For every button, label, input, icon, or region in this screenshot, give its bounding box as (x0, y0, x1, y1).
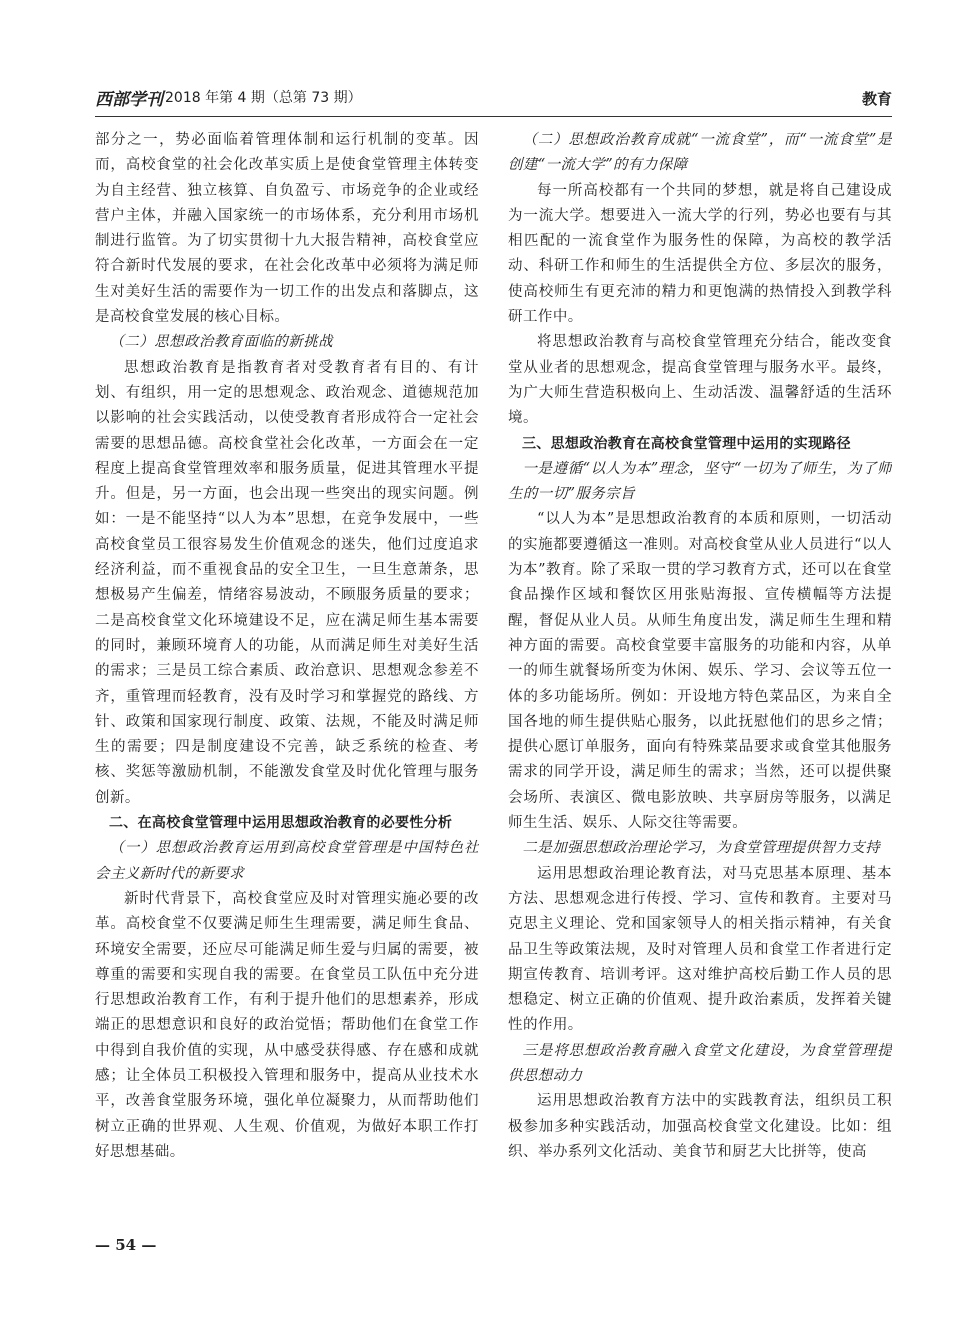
body-paragraph: “以人为本”是思想政治教育的本质和原则，一切活动的实施都要遵循这一准则。对高校食堂从业人员进行“以人为本”教育。除了采取一贯的学习教育方式，还可以在食堂食品操作区域和餐饮区用张贴海报、宣传横幅等方法提醒，督促从业人员。从师生角度出发，满足师生生理和精神方面的需要。高校食堂要丰富服务的功能和内容，从单一的师生就餐场所变为休闲、娱乐、学习、会议等五位一体的多功能场所。例如：开设地方特色菜品区，为来自全国各地的师生提供贴心服务，以此抚慰他们的思乡之情；提供心愿订单服务，面向有特殊菜品要求或食堂其他服务需求的同学开设，满足师生的需求；当然，还可以提供聚会场所、表演区、微电影放映、共享厨房等服务，以满足师生生活、娱乐、人际交往等需要。 (508, 511, 892, 832)
journal-logo: 西部学刊 (95, 90, 163, 110)
body-paragraph: 将思想政治教育与高校食堂管理充分结合，能改变食堂从业者的思想观念，提高食堂管理与服务水平。最终，为广大师生营造积极向上、生动活泼、温馨舒适的生活环境。 (508, 334, 892, 427)
subsection-heading: 二是加强思想政治理论学习，为食堂管理提供智力支持 (522, 840, 881, 857)
right-column (508, 128, 892, 1233)
body-paragraph: 思想政治教育是指教育者对受教育者有目的、有计划、有组织，用一定的思想观念、政治观念、道德规范加以影响的社会实践活动，以使受教育者形成符合一定社会需要的思想品德。高校食堂社会化改革，一方面会在一定程度上提高食堂管理效率和服务质量，促进其管理水平提升。但是，另一方面，也会出现一些突出的现实问题。例如：一是不能坚持“以人为本”思想，在竞争发展中，一些高校食堂员工很容易发生价值观念的迷失，他们过度追求经济利益，而不重视食品的安全卫生，一旦生意萧条，思想极易产生偏差，情绪容易波动，不顾服务质量的要求；二是高校食堂文化环境建设不足，应在满足师生基本需要的同时，兼顾环境育人的功能，从而满足师生对美好生活的需求；三是员工综合素质、政治意识、思想观念参差不齐，重管理而轻教育，没有及时学习和掌握党的路线、方针、政策和国家现行制度、政策、法规，不能及时满足师生的需要；四是制度建设不完善，缺乏系统的检查、考核、奖惩等激励机制，不能激发食堂及时优化管理与服务创新。 (95, 359, 479, 806)
subsection-heading: （一）思想政治教育运用到高校食堂管理是中国特色社会主义新时代的新要求 (95, 840, 479, 882)
issue-info: 2018 年第 4 期（总第 73 期） (165, 90, 362, 106)
page-header (95, 84, 892, 114)
section-heading: 三、思想政治教育在高校食堂管理中运用的实现路径 (522, 435, 851, 452)
page-number: — 54 — (95, 1236, 157, 1254)
section-title: 教育 (861, 90, 892, 108)
body-paragraph: 运用思想政治教育方法中的实践教育法，组织员工积极参加多种实践活动，加强高校食堂文化建设。比如：组织、举办系列文化活动、美食节和厨艺大比拼等，使高 (508, 1093, 892, 1160)
subsection-heading: 一是遵循“以人为本”理念，坚守“一切为了师生，为了师生的一切”服务宗旨 (508, 460, 892, 503)
body-paragraph: 部分之一，势必面临着管理体制和运行机制的变革。因而，高校食堂的社会化改革实质上是使食堂管理主体转变为自主经营、独立核算、自负盈亏、市场竞争的企业或经营户主体，并融入国家统一的市场体系，充分利用市场机制进行监管。为了切实贯彻十九大报告精神，高校食堂应符合新时代发展的要求，在社会化改革中必须将为满足师生对美好生活的需要作为一切工作的出发点和落脚点，这是高校食堂发展的核心目标。 (95, 132, 479, 326)
subsection-heading: （二）思想政治教育面临的新挑战 (109, 334, 333, 351)
subsection-heading: （二）思想政治教育成就“一流食堂”，而“一流食堂”是创建“一流大学”的有力保障 (508, 132, 892, 174)
subsection-heading: 三是将思想政治教育融入食堂文化建设，为食堂管理提供思想动力 (508, 1042, 892, 1084)
header-rule (95, 116, 892, 117)
body-paragraph: 运用思想政治理论教育法，对马克思基本原理、基本方法、思想观念进行传授、学习、宣传和教育。主要对马克思主义理论、党和国家领导人的相关指示精神，有关食品卫生等政策法规，及时对管理人员和食堂工作者进行定期宣传教育、培训考评。这对维护高校后勤工作人员的思想稳定、树立正确的价值观、提升政治素质，发挥着关键性的作用。 (508, 865, 892, 1034)
body-paragraph: 新时代背景下，高校食堂应及时对管理实施必要的改革。高校食堂不仅要满足师生生理需要，满足师生食品、环境安全需要，还应尽可能满足师生爱与归属的需要，被尊重的需要和实现自我的需要。在食堂员工队伍中充分进行思想政治教育工作，有利于提升他们的思想素养，形成端正的思想意识和良好的政治觉悟；帮助他们在食堂工作中得到自我价值的实现，从中感受获得感、存在感和成就感；让全体员工积极投入管理和服务中，提高从业技术水平，改善食堂服务环境，强化单位凝聚力，从而帮助他们树立正确的世界观、人生观、价值观，为做好本职工作打好思想基础。 (95, 890, 479, 1160)
section-heading: 二、在高校食堂管理中运用思想政治教育的必要性分析 (109, 815, 453, 832)
body-paragraph: 每一所高校都有一个共同的梦想，就是将自己建设成为一流大学。想要进入一流大学的行列，势必也要有与其相匹配的一流食堂作为服务性的保障，为高校的教学活动、科研工作和师生的生活提供全方位、多层次的服务，使高校师生有更充沛的精力和更饱满的热情投入到教学科研工作中。 (508, 182, 892, 326)
left-column (95, 128, 479, 1233)
